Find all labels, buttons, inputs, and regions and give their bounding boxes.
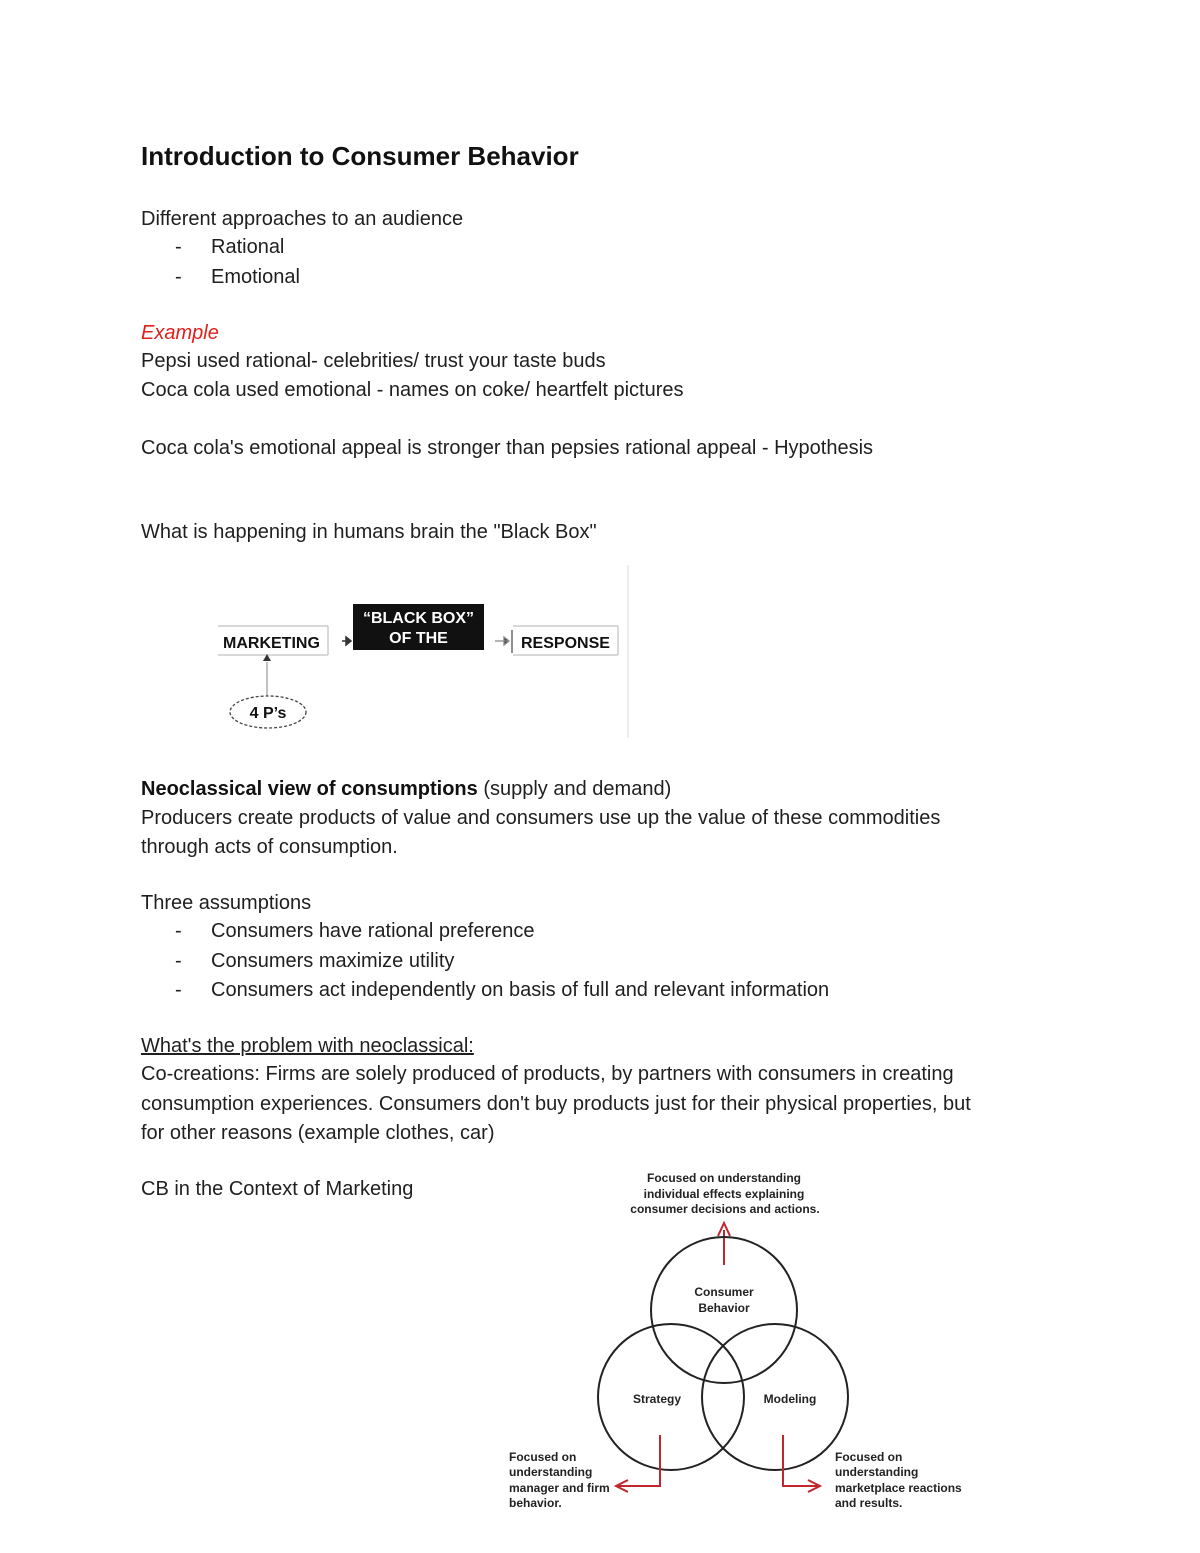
problem-line1: Co-creations: Firms are solely produced of products, by partners with consumers in creating bbox=[141, 1063, 954, 1085]
example-label: Example bbox=[141, 322, 219, 344]
right-note-line2: understanding bbox=[835, 1465, 919, 1479]
approach-item-rational: Rational bbox=[211, 236, 285, 258]
left-note-line4: behavior. bbox=[509, 1496, 562, 1510]
response-label: RESPONSE bbox=[521, 635, 610, 652]
left-note-line1: Focused on bbox=[509, 1450, 577, 1464]
modeling-label: Modeling bbox=[763, 1392, 817, 1406]
right-note-line4: and results. bbox=[835, 1496, 903, 1510]
example-line-coke: Coca cola used emotional - names on coke/ heartfelt pictures bbox=[141, 379, 684, 401]
bullet-dash: - bbox=[175, 236, 182, 258]
top-note-line1: Focused on understanding bbox=[646, 1171, 802, 1185]
black-box-question: What is happening in humans brain the "Black Box" bbox=[141, 521, 597, 543]
neoclassical-heading-bold: Neoclassical view of consumptions bbox=[141, 778, 478, 800]
assumption-item-1: Consumers have rational preference bbox=[211, 920, 535, 942]
neoclassical-body-line1: Producers create products of value and consumers use up the value of these commodities bbox=[141, 807, 941, 829]
bullet-dash: - bbox=[175, 979, 182, 1001]
bullet-dash: - bbox=[175, 950, 182, 972]
behavior-label: Behavior bbox=[698, 1301, 750, 1315]
neoclassical-heading bbox=[141, 775, 671, 803]
black-box-line1: “BLACK BOX” bbox=[362, 610, 475, 627]
top-note-line2: individual effects explaining bbox=[643, 1187, 805, 1201]
bullet-dash: - bbox=[175, 266, 182, 288]
black-box-line2: OF THE bbox=[389, 630, 448, 647]
example-line-pepsi: Pepsi used rational- celebrities/ trust your taste buds bbox=[141, 350, 606, 372]
left-note-line3: manager and firm bbox=[509, 1481, 610, 1495]
four-ps-label: 4 P’s bbox=[249, 705, 287, 722]
marketing-label: MARKETING bbox=[223, 635, 320, 652]
bullet-dash: - bbox=[175, 920, 182, 942]
assumptions-heading: Three assumptions bbox=[141, 892, 312, 914]
problem-heading: What's the problem with neoclassical: bbox=[141, 1035, 474, 1057]
neoclassical-heading-rest: (supply and demand) bbox=[477, 778, 672, 800]
right-note-line1: Focused on bbox=[835, 1450, 903, 1464]
neoclassical-body-line2: through acts of consumption. bbox=[141, 836, 398, 858]
assumption-item-3: Consumers act independently on basis of full and relevant information bbox=[211, 979, 830, 1001]
hypothesis-line: Coca cola's emotional appeal is stronger than pepsies rational appeal - Hypothesis bbox=[141, 437, 874, 459]
left-note-line2: understanding bbox=[509, 1465, 593, 1479]
strategy-label: Strategy bbox=[632, 1392, 682, 1406]
black-box-diagram bbox=[210, 560, 635, 740]
consumer-label: Consumer bbox=[694, 1285, 754, 1299]
approaches-heading: Different approaches to an audience bbox=[141, 208, 464, 230]
assumption-item-2: Consumers maximize utility bbox=[211, 950, 455, 972]
context-label: CB in the Context of Marketing bbox=[141, 1178, 414, 1200]
right-note-line3: marketplace reactions bbox=[835, 1481, 962, 1495]
top-note-line3: consumer decisions and actions. bbox=[630, 1202, 820, 1216]
page-title: Introduction to Consumer Behavior bbox=[141, 141, 579, 171]
problem-line2: consumption experiences. Consumers don't buy products just for their physical properties, but bbox=[141, 1093, 971, 1115]
cb-context-venn-diagram bbox=[500, 1160, 970, 1520]
problem-line3: for other reasons (example clothes, car) bbox=[141, 1122, 495, 1144]
approach-item-emotional: Emotional bbox=[211, 266, 300, 288]
